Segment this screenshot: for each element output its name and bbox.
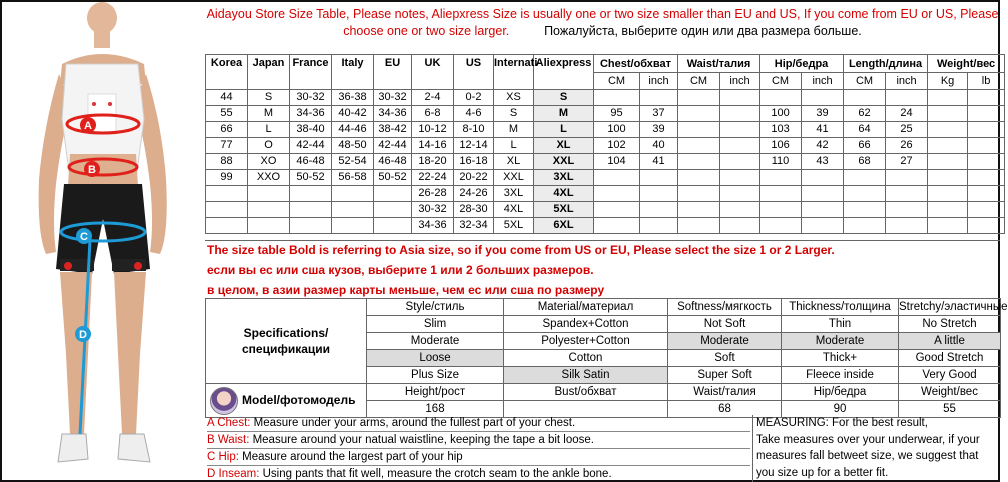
size-cell xyxy=(844,90,886,106)
size-cell: 39 xyxy=(640,122,678,138)
col-france: France xyxy=(290,55,332,90)
size-cell xyxy=(802,186,844,202)
size-cell: 30-32 xyxy=(374,90,412,106)
spec-cell: Slim xyxy=(367,316,504,333)
spec-cell: Thin xyxy=(782,316,899,333)
aliexpress-size-cell: 6XL xyxy=(534,218,594,234)
size-cell: O xyxy=(248,138,290,154)
size-cell: 43 xyxy=(802,154,844,170)
size-cell xyxy=(886,186,928,202)
size-table xyxy=(205,54,1005,234)
size-cell xyxy=(206,202,248,218)
size-cell: 2-4 xyxy=(412,90,454,106)
unit-cell: inch xyxy=(886,73,928,90)
size-cell xyxy=(968,90,1005,106)
table-row xyxy=(206,202,1005,218)
unit-cell: inch xyxy=(720,73,760,90)
size-cell: 28-30 xyxy=(454,202,494,218)
size-cell xyxy=(968,202,1005,218)
size-cell xyxy=(928,106,968,122)
size-cell xyxy=(802,90,844,106)
size-cell xyxy=(678,218,720,234)
size-cell xyxy=(886,202,928,218)
size-cell: 39 xyxy=(802,106,844,122)
size-cell: 24 xyxy=(886,106,928,122)
size-cell xyxy=(720,138,760,154)
spec-cell: Good Stretch xyxy=(899,350,1001,367)
size-cell xyxy=(594,90,640,106)
size-cell xyxy=(886,170,928,186)
spec-cell: Super Soft xyxy=(668,367,782,384)
size-cell: 46-48 xyxy=(374,154,412,170)
size-cell xyxy=(928,138,968,154)
spec-cell: Moderate xyxy=(367,333,504,350)
spec-header-stretchy: Stretchy/эластичные xyxy=(899,299,1001,316)
size-cell xyxy=(290,218,332,234)
size-cell: S xyxy=(494,106,534,122)
size-cell xyxy=(928,218,968,234)
size-cell: XS xyxy=(494,90,534,106)
size-cell: XL xyxy=(494,154,534,170)
size-cell xyxy=(678,122,720,138)
size-cell: 103 xyxy=(760,122,802,138)
size-cell xyxy=(720,202,760,218)
model-weight: 55 xyxy=(899,401,1001,418)
size-cell: 44-46 xyxy=(332,122,374,138)
tip-line: you size up for a better fit. xyxy=(756,466,889,479)
size-cell xyxy=(760,218,802,234)
col-uk: UK xyxy=(412,55,454,90)
size-cell xyxy=(720,106,760,122)
size-cell xyxy=(678,202,720,218)
size-cell: 38-40 xyxy=(290,122,332,138)
measure-chest: A Chest: Measure under your arms, around the fullest part of your chest. xyxy=(207,415,750,432)
unit-cell: Kg xyxy=(928,73,968,90)
size-cell xyxy=(678,90,720,106)
size-body xyxy=(206,90,1005,234)
note-3: в целом, в азии размер карты меньше, чем ес или сша по размеру xyxy=(207,283,605,297)
unit-cell: inch xyxy=(640,73,678,90)
size-cell xyxy=(968,122,1005,138)
size-cell: 77 xyxy=(206,138,248,154)
chart-content xyxy=(205,2,1008,482)
size-cell xyxy=(640,202,678,218)
table-row xyxy=(206,170,1005,186)
size-cell: 34-36 xyxy=(374,106,412,122)
size-cell: XXL xyxy=(494,170,534,186)
notes xyxy=(205,240,1000,301)
size-cell xyxy=(802,202,844,218)
model-avatar xyxy=(210,387,238,415)
label-d: D xyxy=(79,329,87,341)
spec-cell-selected: Moderate xyxy=(782,333,899,350)
spec-cell: Very Good xyxy=(899,367,1001,384)
size-cell: 104 xyxy=(594,154,640,170)
size-cell xyxy=(678,154,720,170)
size-cell: 26-28 xyxy=(412,186,454,202)
size-cell xyxy=(720,218,760,234)
size-cell: 56-58 xyxy=(332,170,374,186)
size-cell: 42-44 xyxy=(374,138,412,154)
size-cell xyxy=(332,186,374,202)
measure-inseam: D Inseam: Using pants that fit well, measure the crotch seam to the ankle bone. xyxy=(207,468,612,480)
size-cell xyxy=(248,186,290,202)
size-cell xyxy=(374,218,412,234)
size-cell: 14-16 xyxy=(412,138,454,154)
model-header-waist: Waist/талия xyxy=(668,384,782,401)
aliexpress-size-cell: L xyxy=(534,122,594,138)
spec-cell-selected: Moderate xyxy=(668,333,782,350)
tip-line: MEASURING: For the best result, xyxy=(756,417,928,429)
size-cell xyxy=(332,218,374,234)
model-height: 168 xyxy=(367,401,504,418)
col-chest: Chest/обхват xyxy=(594,55,678,73)
spec-cell: Polyester+Cotton xyxy=(504,333,668,350)
size-cell xyxy=(594,218,640,234)
unit-cell: CM xyxy=(844,73,886,90)
size-cell: S xyxy=(248,90,290,106)
size-cell: 110 xyxy=(760,154,802,170)
size-cell xyxy=(594,202,640,218)
spec-cell: Plus Size xyxy=(367,367,504,384)
header-line-1: Aidayou Store Size Table, Please notes, Aliepxress Size is usually one or two size smaller than EU and US, If you come from EU or US, Please xyxy=(206,7,999,21)
size-cell: 3XL xyxy=(494,186,534,202)
model-label-cell xyxy=(206,384,367,418)
aliexpress-size-cell: XL xyxy=(534,138,594,154)
size-cell: 6-8 xyxy=(412,106,454,122)
size-cell: 99 xyxy=(206,170,248,186)
spec-cell: Fleece inside xyxy=(782,367,899,384)
unit-cell: CM xyxy=(594,73,640,90)
size-cell: M xyxy=(248,106,290,122)
spec-label: Specifications/ спецификации xyxy=(206,299,367,384)
table-row xyxy=(206,138,1005,154)
col-us: US xyxy=(454,55,494,90)
size-cell: 4XL xyxy=(494,202,534,218)
size-cell xyxy=(844,202,886,218)
size-cell: 42 xyxy=(802,138,844,154)
spec-cell-selected: Loose xyxy=(367,350,504,367)
spec-cell-selected: Silk Satin xyxy=(504,367,668,384)
size-cell xyxy=(968,106,1005,122)
size-cell: 37 xyxy=(640,106,678,122)
note-1: The size table Bold is referring to Asia size, so if you come from US or EU, Please select the size 1 or 2 Larger. xyxy=(207,243,835,257)
size-cell: 38-42 xyxy=(374,122,412,138)
measure-hip: C Hip: Measure around the largest part of your hip xyxy=(207,449,750,466)
size-cell: 100 xyxy=(760,106,802,122)
label-b: B xyxy=(88,164,96,176)
size-cell: 12-14 xyxy=(454,138,494,154)
size-cell xyxy=(594,186,640,202)
note-2: если вы ес или сша кузов, выберите 1 или 2 больших размеров. xyxy=(207,263,594,277)
size-cell: 26 xyxy=(886,138,928,154)
size-cell xyxy=(640,218,678,234)
model-hip: 90 xyxy=(782,401,899,418)
col-waist: Waist/талия xyxy=(678,55,760,73)
size-cell xyxy=(374,202,412,218)
measure-steps xyxy=(205,415,753,482)
col-length: Length/длина xyxy=(844,55,928,73)
col-aliexpress: Aliexpress xyxy=(534,55,594,90)
table-row xyxy=(206,122,1005,138)
model-header-bust: Bust/обхват xyxy=(504,384,668,401)
size-cell: L xyxy=(248,122,290,138)
size-cell xyxy=(968,138,1005,154)
model-waist: 68 xyxy=(668,401,782,418)
size-cell: 46-48 xyxy=(290,154,332,170)
size-cell: 64 xyxy=(844,122,886,138)
spec-table xyxy=(205,298,1008,418)
size-cell xyxy=(206,218,248,234)
size-cell: 66 xyxy=(844,138,886,154)
measure-waist: B Waist: Measure around your natual waistline, keeping the tape a bit loose. xyxy=(207,432,750,449)
size-cell xyxy=(720,122,760,138)
size-cell xyxy=(760,186,802,202)
header-line-2-black: Пожалуйста, выберите один или два размера больше. xyxy=(544,24,862,38)
size-cell: 95 xyxy=(594,106,640,122)
size-cell xyxy=(802,218,844,234)
size-cell: XXO xyxy=(248,170,290,186)
size-cell xyxy=(968,154,1005,170)
size-cell xyxy=(678,170,720,186)
model-figure xyxy=(4,4,204,480)
size-cell: 32-34 xyxy=(454,218,494,234)
size-cell: 106 xyxy=(760,138,802,154)
spec-header-material: Material/материал xyxy=(504,299,668,316)
size-cell: 52-54 xyxy=(332,154,374,170)
size-cell: 55 xyxy=(206,106,248,122)
aliexpress-size-cell: 4XL xyxy=(534,186,594,202)
size-cell: M xyxy=(494,122,534,138)
spec-header-softness: Softness/мягкость xyxy=(668,299,782,316)
size-cell: 36-38 xyxy=(332,90,374,106)
size-cell: 40-42 xyxy=(332,106,374,122)
size-cell xyxy=(720,170,760,186)
size-cell: 34-36 xyxy=(412,218,454,234)
size-cell xyxy=(844,218,886,234)
size-cell: XO xyxy=(248,154,290,170)
col-korea: Korea xyxy=(206,55,248,90)
size-cell xyxy=(928,154,968,170)
size-cell xyxy=(678,186,720,202)
size-cell xyxy=(928,122,968,138)
model-label: Model/фотомодель xyxy=(242,392,356,407)
spec-cell-selected: A little xyxy=(899,333,1001,350)
size-cell xyxy=(844,186,886,202)
size-cell: 20-22 xyxy=(454,170,494,186)
spec-header-style: Style/стиль xyxy=(367,299,504,316)
size-cell xyxy=(594,170,640,186)
size-cell xyxy=(760,90,802,106)
size-cell: 10-12 xyxy=(412,122,454,138)
size-cell xyxy=(206,186,248,202)
size-cell xyxy=(802,170,844,186)
spec-cell: Soft xyxy=(668,350,782,367)
size-cell: 24-26 xyxy=(454,186,494,202)
size-cell xyxy=(760,202,802,218)
size-cell: 40 xyxy=(640,138,678,154)
size-cell: 50-52 xyxy=(374,170,412,186)
table-row xyxy=(206,186,1005,202)
size-cell xyxy=(928,90,968,106)
size-cell xyxy=(678,106,720,122)
table-row xyxy=(206,90,1005,106)
size-cell: 41 xyxy=(640,154,678,170)
header-line-2-red: choose one or two size larger. xyxy=(343,24,510,38)
size-cell: 34-36 xyxy=(290,106,332,122)
spec-cell: Cotton xyxy=(504,350,668,367)
col-hip: Hip/бедра xyxy=(760,55,844,73)
size-cell: 16-18 xyxy=(454,154,494,170)
size-cell xyxy=(720,90,760,106)
size-cell: L xyxy=(494,138,534,154)
aliexpress-size-cell: 3XL xyxy=(534,170,594,186)
spec-cell: Spandex+Cotton xyxy=(504,316,668,333)
size-cell: 42-44 xyxy=(290,138,332,154)
size-cell: 41 xyxy=(802,122,844,138)
size-cell: 0-2 xyxy=(454,90,494,106)
tip-line: Take measures over your underwear, if your xyxy=(756,433,980,446)
measuring-instructions xyxy=(205,415,1000,482)
table-row xyxy=(206,106,1005,122)
col-eu: EU xyxy=(374,55,412,90)
size-cell xyxy=(928,170,968,186)
size-cell xyxy=(886,218,928,234)
model-header-weight: Weight/вес xyxy=(899,384,1001,401)
size-cell: 4-6 xyxy=(454,106,494,122)
size-cell xyxy=(248,218,290,234)
col-italy: Italy xyxy=(332,55,374,90)
size-cell xyxy=(248,202,290,218)
aliexpress-size-cell: XXL xyxy=(534,154,594,170)
unit-cell: CM xyxy=(678,73,720,90)
size-cell xyxy=(968,170,1005,186)
label-c: C xyxy=(80,231,88,243)
size-cell: 8-10 xyxy=(454,122,494,138)
aliexpress-size-cell: M xyxy=(534,106,594,122)
size-cell: 30-32 xyxy=(290,90,332,106)
size-cell xyxy=(760,170,802,186)
unit-cell: inch xyxy=(802,73,844,90)
size-cell xyxy=(720,186,760,202)
size-cell: 44 xyxy=(206,90,248,106)
size-cell xyxy=(844,170,886,186)
size-cell: 22-24 xyxy=(412,170,454,186)
size-cell: 50-52 xyxy=(290,170,332,186)
size-cell xyxy=(928,186,968,202)
model-header-height: Height/рост xyxy=(367,384,504,401)
size-cell: 48-50 xyxy=(332,138,374,154)
size-cell xyxy=(332,202,374,218)
tip-line: measures fall betweet size, we suggest that xyxy=(756,450,979,462)
table-row xyxy=(206,218,1005,234)
size-cell: 88 xyxy=(206,154,248,170)
size-cell: 30-32 xyxy=(412,202,454,218)
size-cell: 68 xyxy=(844,154,886,170)
size-cell xyxy=(968,218,1005,234)
aliexpress-size-cell: 5XL xyxy=(534,202,594,218)
unit-cell: lb xyxy=(968,73,1005,90)
size-cell: 5XL xyxy=(494,218,534,234)
size-cell xyxy=(928,202,968,218)
size-cell: 18-20 xyxy=(412,154,454,170)
size-cell: 102 xyxy=(594,138,640,154)
spec-header-thickness: Thickness/толщина xyxy=(782,299,899,316)
col-international: Internati- xyxy=(494,55,534,90)
size-cell: 27 xyxy=(886,154,928,170)
size-cell xyxy=(290,202,332,218)
spec-cell: Not Soft xyxy=(668,316,782,333)
header xyxy=(205,2,1000,54)
unit-cell: CM xyxy=(760,73,802,90)
size-cell xyxy=(374,186,412,202)
size-cell xyxy=(678,138,720,154)
body-illustration xyxy=(4,4,204,480)
label-a: A xyxy=(84,120,92,132)
size-cell: 100 xyxy=(594,122,640,138)
col-weight: Weight/вес xyxy=(928,55,1005,73)
measuring-tips xyxy=(753,415,1000,482)
aliexpress-size-cell: S xyxy=(534,90,594,106)
model-header-hip: Hip/бедра xyxy=(782,384,899,401)
size-cell xyxy=(640,170,678,186)
size-cell xyxy=(886,90,928,106)
size-cell xyxy=(640,90,678,106)
size-cell: 25 xyxy=(886,122,928,138)
size-cell xyxy=(640,186,678,202)
size-cell xyxy=(290,186,332,202)
col-japan: Japan xyxy=(248,55,290,90)
spec-cell: No Stretch xyxy=(899,316,1001,333)
table-row xyxy=(206,154,1005,170)
size-cell xyxy=(720,154,760,170)
size-cell: 62 xyxy=(844,106,886,122)
size-cell xyxy=(968,186,1005,202)
size-cell: 66 xyxy=(206,122,248,138)
spec-cell: Thick+ xyxy=(782,350,899,367)
